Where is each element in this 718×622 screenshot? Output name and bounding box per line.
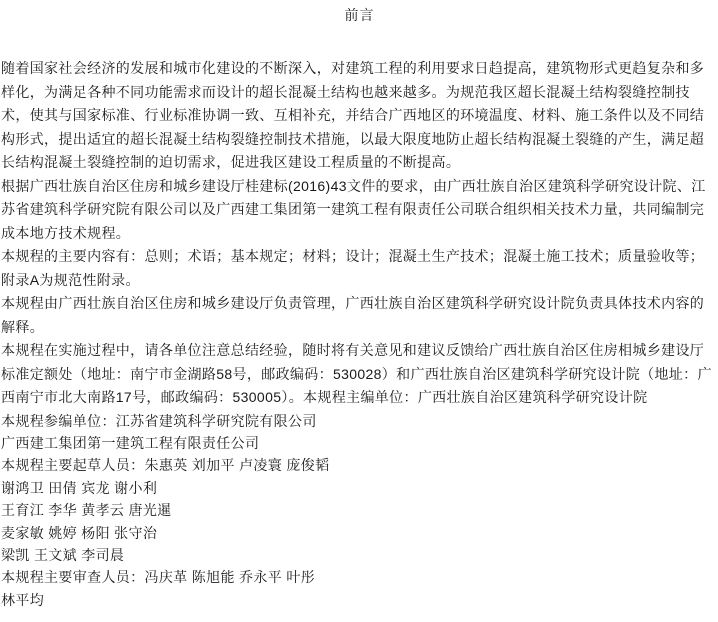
reviewers-line: 林平均: [1, 591, 45, 608]
preface-paragraph: 本规程由广西壮族自治区住房和城乡建设厅负责管理，广西壮族自治区建筑科学研究设计院负责具体技术内容的解释。: [1, 295, 705, 335]
page-title: 前言: [344, 7, 375, 23]
reviewers-line: 本规程主要审查人员：冯庆革 陈旭能 乔永平 叶彤: [1, 569, 316, 586]
preface-paragraph: 随着国家社会经济的发展和城市化建设的不断深入，对建筑工程的利用要求日趋提高，建筑物形式更趋复杂和多样化，为满足各种不同功能需求而设计的超长混凝土结构也越来越多。为规范我区超长混凝土结构裂缝控制技术，使其与国家标准、行业标准协调一致、互相补充，并结合广西地区的环境温度、材料、施工条件以及不同结构形式，提出适宜的超长混凝土结构裂缝控制技术措施，以最大限度地防止超长结构混凝土裂缝的产生，满足超长结构混凝土裂缝控制的迫切需求，促进我区建设工程质量的不断提高。: [1, 60, 705, 170]
drafters-line: 谢鸿卫 田倩 宾龙 谢小利: [1, 479, 158, 496]
drafters-line: 梁凯 王文斌 李司晨: [1, 546, 125, 563]
preface-paragraph: 本规程在实施过程中，请各单位注意总结经验，随时将有关意见和建议反馈给广西壮族自治区住房相城乡建设厅标准定额处（地址：南宁市金湖路58号，邮政编码：530028）和广西壮族自治区建筑科学研究设计院（地址：广西南宁市北大南路17号，邮政编码：530005）。本规程主编单位：广西壮族自治区建筑科学研究设计院: [1, 342, 712, 405]
drafters-line: 王育江 李华 黄孝云 唐光暹: [1, 502, 172, 519]
participating-unit-line: 广西建工集团第一建筑工程有限责任公司: [1, 434, 260, 451]
document-body: [1, 57, 718, 611]
drafters-line: 本规程主要起草人员：朱惠英 刘加平 卢凌寰 庞俊韬: [1, 457, 330, 474]
preface-paragraph: 根据广西壮族自治区住房和城乡建设厅桂建标(2016)43文件的要求，由广西壮族自治区建筑科学研究设计院、江苏省建筑科学研究院有限公司以及广西建工集团第一建筑工程有限责任公司联合组织相关技术力量，共同编制完成本地方技术规程。: [1, 177, 706, 241]
drafters-line: 麦家敏 姚婷 杨阳 张守治: [1, 524, 158, 541]
document-page: [0, 8, 718, 622]
preface-paragraph: 本规程的主要内容有：总则；术语；基本规定；材料；设计；混凝土生产技术；混凝土施工技术；质量验收等；附录A为规范性附录。: [1, 248, 705, 288]
participating-unit-line: 本规程参编单位：江苏省建筑科学研究院有限公司: [1, 412, 317, 429]
